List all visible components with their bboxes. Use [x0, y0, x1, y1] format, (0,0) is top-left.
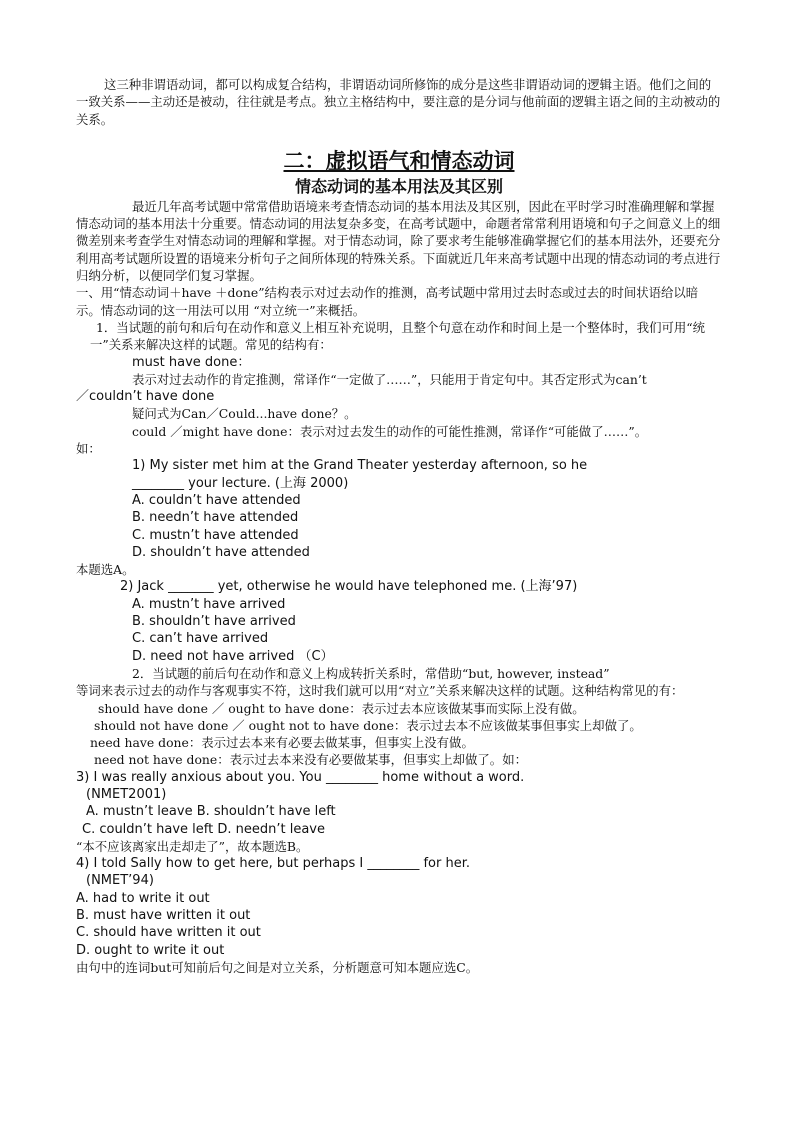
- point1-sub2-rest: 等词来表示过去的动作与客观事实不符，这时我们就可以用“对立”关系来解决这样的试题。这种结构常见的有：: [76, 683, 684, 699]
- section-title: 二：虚拟语气和情态动词: [283, 147, 515, 173]
- must-have-done: must have done：: [132, 354, 251, 370]
- struct-should-not-have-done: should not have done ／ ought not to have done：表示过去本不应该做某事但事实上却做了。: [94, 717, 642, 733]
- section-subtitle: 情态动词的基本用法及其区别: [294, 176, 503, 196]
- q1-stem-line2: ________ your lecture. (上海 2000): [132, 475, 349, 491]
- q3-options-cd: C. couldn’t have left D. needn’t leave: [82, 821, 325, 837]
- q4-options: [76, 890, 722, 959]
- q1-option-a: A. couldn’t have attended: [132, 492, 301, 508]
- point1-sub1: 1．当试题的前句和后句在动作和意义上相互补充说明，且整个句意在动作和时间上是一个整体时，我们可用“统一”关系来解决这样的试题。常见的结构有：: [90, 319, 705, 353]
- q4-answer: 由句中的连词but可知前后句之间是对立关系，分析题意可知本题应选C。: [76, 959, 479, 975]
- intro-paragraph: 这三种非谓语动词，都可以构成复合结构，非谓语动词所修饰的成分是这些非谓语动词的逻辑主语。他们之间的一致关系——主动还是被动，往往就是考点。独立主格结构中，要注意的是分词与他前面的逻辑主语之间的主动被动的关系。: [76, 77, 721, 127]
- must-have-done-desc: 表示对过去动作的肯定推测，常译作“一定做了……”，只能用于肯定句中。其否定形式为can’t: [132, 371, 647, 387]
- q3-answer: “本不应该离家出走却走了”，故本题选B。: [76, 838, 309, 854]
- point1-sub2-line1: 2．当试题的前后句在动作和意义上构成转折关系时，常借助“but, however, instead”: [132, 665, 610, 681]
- q4-option-c: C. should have written it out: [76, 925, 261, 941]
- q4-stem: 4) I told Sally how to get here, but perhaps I ________ for her.: [76, 856, 471, 872]
- q4-source: (NMET’94): [86, 873, 154, 889]
- could-might-have-done: could ／might have done：表示对过去发生的动作的可能性推测，常译作“可能做了……”。: [132, 423, 648, 439]
- struct-need-have-done: need have done：表示过去本来有必要去做某事，但事实上没有做。: [90, 735, 474, 751]
- question-form: 疑问式为Can／Could...have done？。: [132, 406, 357, 422]
- struct-should-have-done: should have done ／ ought to have done：表示过去本应该做某事而实际上没有做。: [98, 700, 585, 716]
- q4-option-a: A. had to write it out: [76, 890, 210, 906]
- q2-stem: 2) Jack _______ yet, otherwise he would have telephoned me. (上海’97): [120, 579, 578, 595]
- struct-need-not-have-done: need not have done：表示过去本来没有必要做某事，但事实上却做了。如：: [94, 752, 527, 768]
- q2-option-a: A. mustn’t have arrived: [132, 596, 286, 612]
- must-have-done-desc2: ／couldn’t have done: [76, 389, 215, 405]
- q2-option-d: D. need not have arrived （C）: [132, 648, 334, 664]
- q3-options-ab: A. mustn’t leave B. shouldn’t have left: [86, 804, 336, 820]
- q2-options: [76, 596, 722, 665]
- example-label: 如：: [76, 441, 101, 457]
- point1-heading: 一、用“情态动词＋have ＋done”结构表示对过去动作的推测，高考试题中常用过去时态或过去的时间状语给以暗示。情态动词的这一用法可以用 “对立统一”来概括。: [76, 285, 699, 318]
- document-page: [76, 76, 722, 976]
- overview-paragraph: 最近几年高考试题中常常借助语境来考查情态动词的基本用法及其区别，因此在平时学习时准确理解和掌握情态动词的基本用法十分重要。情态动词的用法复杂多变，在高考试题中，命题者常常利用语境和句子之间意义上的细微差别来考查学生对情态动词的理解和掌握。对于情态动词，除了要求考生能够准确掌握它们的基本用法外，还要充分利用高考试题所设置的语境来分析句子之间所体现的特殊关系。下面就近几年来高考试题中出现的情态动词的考点进行归纳分析，以便同学们复习掌握。: [76, 198, 721, 284]
- q1-option-c: C. mustn’t have attended: [132, 527, 299, 543]
- q1-stem-line1: 1) My sister met him at the Grand Theater yesterday afternoon, so he: [132, 458, 588, 474]
- q4-option-d: D. ought to write it out: [76, 942, 225, 958]
- q1-option-d: D. shouldn’t have attended: [132, 544, 310, 560]
- q1-answer: 本题选A。: [76, 562, 135, 578]
- q3-source: (NMET2001): [86, 786, 167, 802]
- q4-option-b: B. must have written it out: [76, 908, 251, 924]
- q1-option-b: B. needn’t have attended: [132, 510, 299, 526]
- q3-stem: 3) I was really anxious about you. You ________ home without a word.: [76, 769, 525, 785]
- q2-option-c: C. can’t have arrived: [132, 631, 269, 647]
- q1-options: [76, 492, 722, 561]
- q2-option-b: B. shouldn’t have arrived: [132, 614, 296, 630]
